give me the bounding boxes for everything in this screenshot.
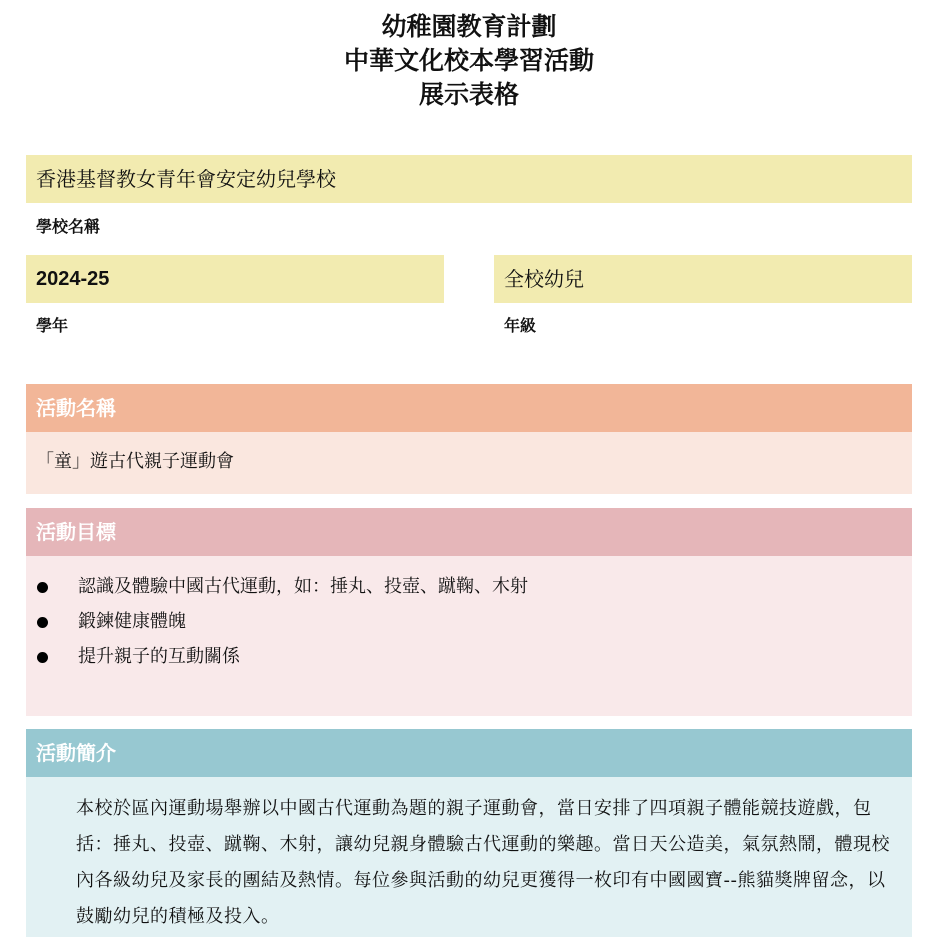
page-title: [0, 10, 938, 112]
school-name-field: 香港基督教女青年會安定幼兒學校: [26, 155, 912, 203]
title-line-1: 幼稚園教育計劃: [381, 12, 557, 41]
title-line-3: 展示表格: [418, 80, 519, 109]
title-line-2: 中華文化校本學習活動: [343, 46, 594, 75]
bullet-icon: [37, 617, 48, 628]
activity-name-heading: 活動名稱: [26, 384, 912, 432]
school-name-label: 學校名稱: [36, 217, 101, 236]
goal-text: 認識及體驗中國古代運動，如：捶丸、投壺、蹴鞠、木射: [78, 576, 528, 597]
goal-text: 鍛鍊健康體魄: [78, 611, 186, 632]
school-year-field: 2024-25: [26, 255, 444, 303]
list-item: [26, 572, 912, 607]
grade-label: 年級: [504, 316, 537, 335]
grade-field: 全校幼兒: [494, 255, 912, 303]
activity-intro-text: 本校於區內運動場舉辦以中國古代運動為題的親子運動會，當日安排了四項親子體能競技遊戲，包括：捶丸、投壺、蹴鞠、木射，讓幼兒親身體驗古代運動的樂趣。當日天公造美，氣氛熱鬧，體現校內各級幼兒及家長的團結及熱情。每位參與活動的幼兒更獲得一枚印有中國國寶--熊貓獎牌留念，以鼓勵幼兒的積極及投入。: [26, 777, 912, 937]
bullet-icon: [37, 652, 48, 663]
bullet-icon: [37, 582, 48, 593]
list-item: [26, 607, 912, 642]
activity-goals-heading: 活動目標: [26, 508, 912, 556]
activity-goals-list: [26, 556, 912, 716]
school-year-label: 學年: [36, 316, 69, 335]
activity-name-value: 「童」遊古代親子運動會: [26, 432, 912, 494]
list-item: [26, 642, 912, 677]
goal-text: 提升親子的互動關係: [78, 646, 240, 667]
activity-intro-heading: 活動簡介: [26, 729, 912, 777]
